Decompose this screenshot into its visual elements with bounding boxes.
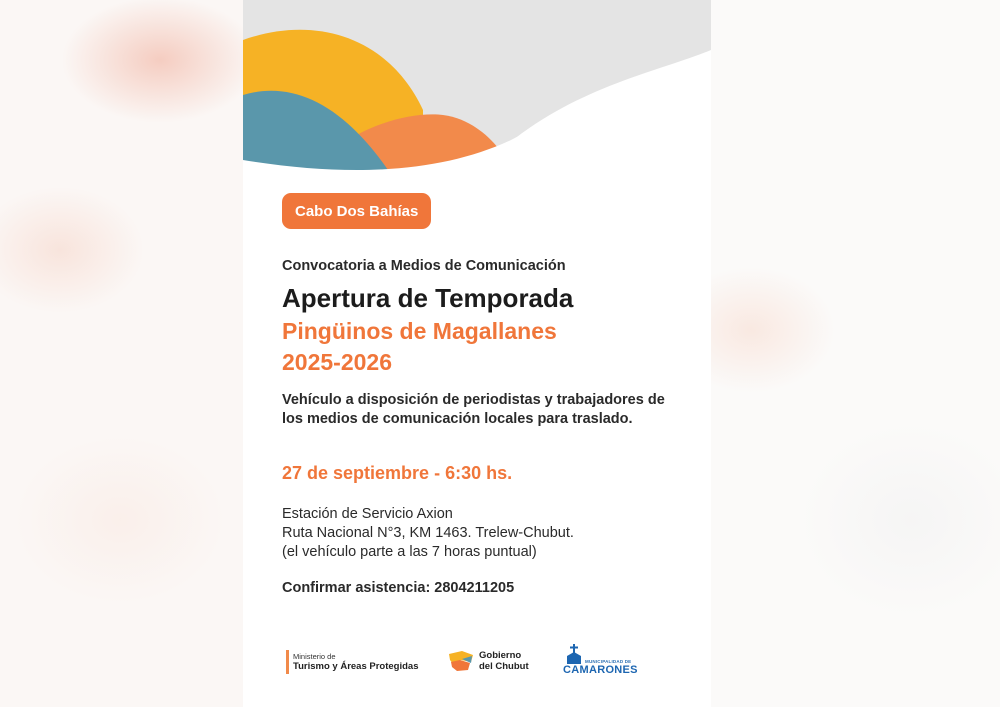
location-badge: Cabo Dos Bahías [282, 193, 431, 229]
ministerio-line-1: Ministerio de [293, 652, 336, 661]
ministerio-bar-icon [286, 650, 289, 674]
municipalidad-logo [563, 644, 638, 676]
kicker-text: Convocatoria a Medios de Comunicación [282, 258, 566, 274]
meeting-place [282, 505, 574, 562]
gobierno-logo [448, 650, 529, 672]
blurred-background-right [711, 0, 1000, 707]
ministerio-line-2: Turismo y Áreas Protegidas [293, 661, 419, 672]
chapel-cross-icon [563, 644, 585, 664]
gobierno-line-1: Gobierno [479, 650, 522, 661]
municipalidad-name: CAMARONES [563, 664, 638, 676]
chubut-shape-icon [448, 650, 474, 672]
event-date: 27 de septiembre - 6:30 hs. [282, 463, 513, 483]
poster-title: Apertura de Temporada [282, 283, 574, 313]
poster-subtitle [282, 316, 557, 378]
municipalidad-small-text: MUNICIPALIDAD DE [585, 659, 632, 664]
decorative-waves [243, 0, 711, 175]
place-line-2: Ruta Nacional N°3, KM 1463. Trelew-Chubut. [282, 525, 574, 541]
subtitle-line-1: Pingüinos de Magallanes [282, 318, 557, 344]
blurred-background-left [0, 0, 243, 707]
place-line-3: (el vehículo parte a las 7 horas puntual) [282, 544, 537, 560]
place-line-1: Estación de Servicio Axion [282, 506, 453, 522]
subtitle-line-2: 2025-2026 [282, 349, 392, 375]
poster [243, 0, 711, 707]
confirm-attendance: Confirmar asistencia: 2804211205 [282, 580, 515, 596]
ministerio-logo [286, 650, 418, 674]
gobierno-line-2: del Chubut [479, 661, 529, 672]
description-text: Vehículo a disposición de periodistas y trabajadores de los medios de comunicación locales para traslado. [282, 392, 665, 427]
